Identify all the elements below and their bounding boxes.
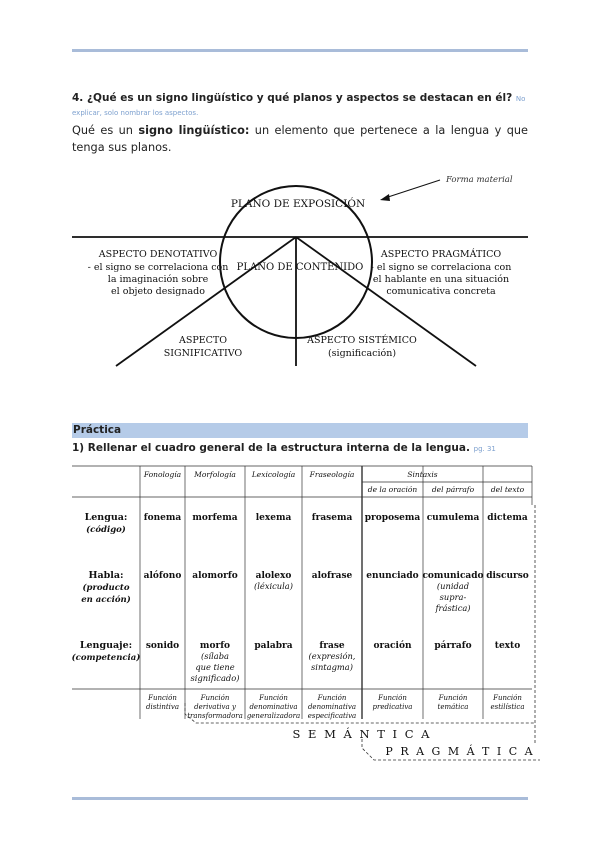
bottom-rule [72,797,528,800]
answer-bold: signo lingüístico: [138,124,250,137]
row-label: Lenguaje: [79,640,133,651]
column-header: Fonología [143,470,182,479]
table-cell-note: (unidad [436,581,470,591]
aspecto-denotativo-title: ASPECTO DENOTATIVO [98,249,218,260]
answer-suffix: un elemento que pertenece a la lengua y que tenga sus planos. [72,124,528,154]
table-cell: frasema [311,513,353,523]
table-cell: texto [494,641,521,651]
table-cell: palabra [254,641,293,651]
table-cell: morfo [199,641,231,651]
funcion-label: denominativa [307,703,357,711]
aspecto-sistemico: ASPECTO SISTÉMICO [307,335,417,346]
semantica-label: S E M Á N T I C A [292,727,432,741]
pragmatica-label: P R A G M Á T I C A [385,745,535,758]
table-cell: proposema [364,513,421,523]
funcion-label: Función [438,694,468,702]
sintaxis-header: Sintaxis [407,470,438,479]
table-cell-note: frástica) [435,603,471,613]
answer-prefix: Qué es un [72,124,139,137]
funcion-label: generalizadora [246,712,301,720]
aspecto-denotativo-line: el objeto designado [111,286,205,297]
funcion-label: transformadora [187,712,243,720]
table-cell: sonido [145,641,180,651]
funcion-label: estilística [490,703,525,711]
sintaxis-sub-header: de la oración [367,485,418,494]
plano-contenido: PLANO DE CONTENIDO [236,262,364,273]
table-cell: dictema [487,513,528,523]
table-cell: enunciado [366,571,419,581]
column-header: Lexicología [251,470,296,479]
funcion-label: Función [200,694,230,702]
funcion-label: distintiva [145,703,180,711]
question-note: No explicar, solo nombrar los aspectos. [72,95,526,117]
aspecto-pragmatico-title: ASPECTO PRAGMÁTICO [380,249,502,260]
table-cell-note: sintagma) [311,662,353,672]
funcion-label: Función [378,694,407,702]
column-header: Morfología [194,470,236,479]
table-cell-note: (expresión, [308,651,356,661]
table-cell-note: que tiene [195,662,235,672]
row-label: (producto [82,583,130,593]
table-cell: alolexo [255,571,292,581]
column-header: Fraseología [309,470,355,479]
row-label: Lengua: [84,512,128,523]
aspecto-denotativo-line: la imaginación sobre [107,274,209,285]
table-cell-note: (léxicula) [254,581,293,591]
row-label: en acción) [81,595,131,605]
table-cell: alófono [143,571,182,581]
table-cell: oración [373,641,412,651]
funcion-label: denominativa [249,703,298,711]
plano-exposicion: PLANO DE EXPOSICIÓN [230,198,366,210]
row-label: (competencia) [71,653,141,663]
table-cell: cumulema [426,513,480,523]
aspecto-significativo: SIGNIFICATIVO [163,348,243,359]
aspecto-pragmatico-line: el hablante en una situación [372,274,510,285]
practica-band: Práctica [72,423,528,438]
table-cell: lexema [255,513,292,523]
table-cell: alofrase [311,571,353,581]
table-cell: párrafo [434,641,472,651]
table-cell: alomorfo [192,571,238,581]
table-cell: frase [319,641,345,651]
table-cell-note: significado) [190,673,240,683]
aspecto-significativo: ASPECTO [178,335,228,346]
sintaxis-sub-header: del texto [490,485,525,494]
funcion-label: Función [148,694,177,702]
funcion-label: Función [317,694,347,702]
table-cell: morfema [192,513,238,523]
table-cell-note: (sílaba [200,651,230,661]
aspecto-sistemico: (significación) [327,348,397,359]
aspecto-pragmatico-line: - el signo se correlaciona con [370,262,512,273]
funcion-label: especificativa [307,712,357,720]
page-ref: pg. 31 [473,445,496,453]
practica-q1-text: 1) Rellenar el cuadro general de la estructura interna de la lengua. [72,442,470,454]
funcion-label: Función [493,694,522,702]
forma-material-label: Forma material [446,175,513,185]
aspecto-denotativo-line: - el signo se correlaciona con [87,262,229,273]
funcion-label: Función [259,694,288,702]
aspecto-pragmatico-line: comunicativa concreta [386,286,496,297]
table-cell: comunicado [422,571,484,581]
table-cell-note: supra- [439,592,467,602]
question-text: 4. ¿Qué es un signo lingüístico y qué planos y aspectos se destacan en él? [72,92,513,104]
funcion-label: derivativa y [194,703,236,711]
row-label: (código) [86,525,126,535]
funcion-label: temática [437,703,469,711]
sintaxis-sub-header: del párrafo [431,485,475,494]
table-cell: fonema [143,513,182,523]
funcion-label: predicativa [372,703,413,711]
table-cell: discurso [486,571,529,581]
row-label: Habla: [88,570,124,581]
